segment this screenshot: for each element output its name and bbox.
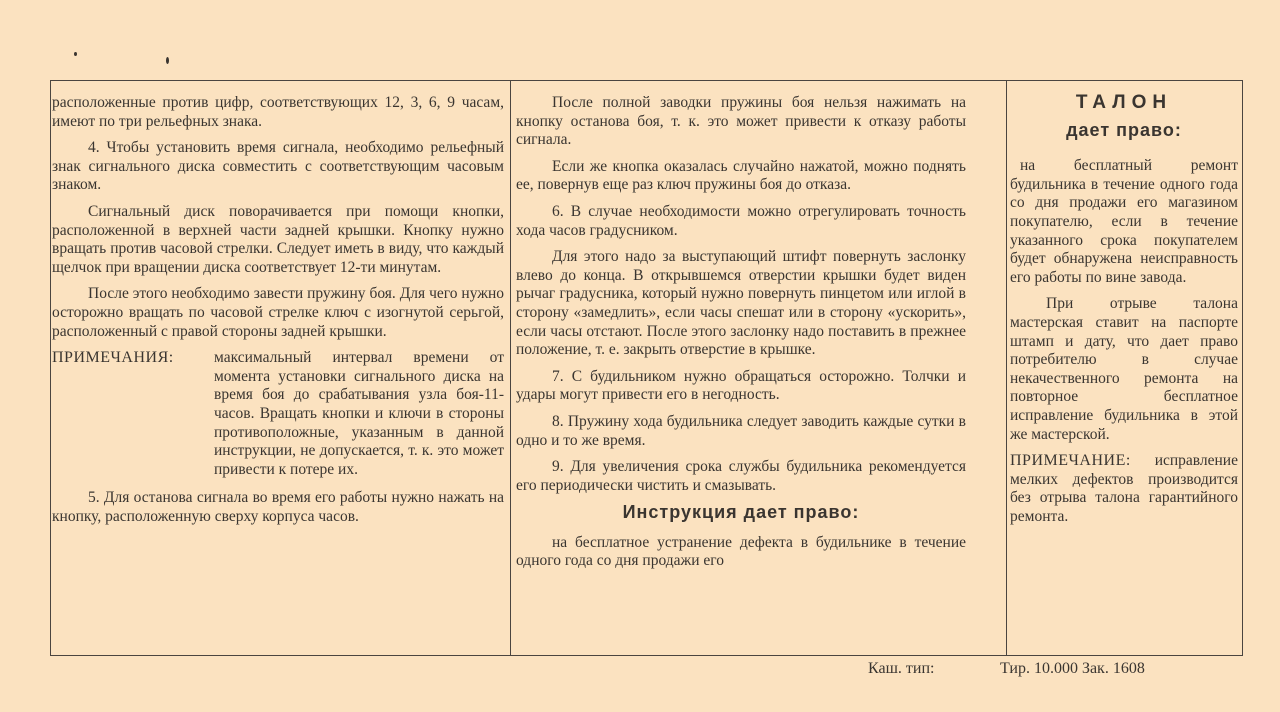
paragraph: Если же кнопка оказалась случайно нажатой, можно поднять ее, повернув еще раз ключ пружины боя до отказа. <box>516 157 966 194</box>
paragraph: расположенные против цифр, соответствующих 12, 3, 6, 9 часам, имеют по три рельефных знака. <box>52 94 504 130</box>
instruction-column-2 <box>516 94 966 579</box>
instruction-column-1 <box>52 94 504 534</box>
notes-label: ПРИМЕЧАНИЯ: <box>52 349 174 367</box>
talon-note-label: ПРИМЕЧАНИЕ: <box>1010 452 1131 470</box>
paragraph: на бесплатное устранение дефекта в будильнике в течение одного года со дня продажи его <box>516 533 966 570</box>
printer-imprint: Каш. тип: <box>868 660 935 677</box>
notes-text: максимальный интервал времени от момента установки сигнального диска на время боя до срабатывания узла боя-11-часов. Вращать кнопки и ключи в стороны противоположные, указанным в данной инструкции, не допускается, т. к. это может привести к потере их. <box>214 349 504 478</box>
talon-note-text: исправление мелких дефектов производится без отрыва талона гарантийного ремонта. <box>1010 452 1238 525</box>
paragraph: Для этого надо за выступающий штифт повернуть заслонку влево до конца. В открывшемся отверстии крышки будет виден рычаг градусника, который нужно повернуть пинцетом или иглой в сторону «замедлить», если часы спешат или в сторону «ускорить», если часы отстают. После этого заслонку надо поставить в прежнее положение, т. е. закрыть отверстие в крышке. <box>516 248 966 359</box>
paragraph: 5. Для останова сигнала во время его работы нужно нажать на кнопку, расположенную сверху корпуса часов. <box>52 489 504 525</box>
paragraph: 6. В случае необходимости можно отрегулировать точность хода часов градусником. <box>516 202 966 239</box>
section-heading: Инструкция дает право: <box>622 502 860 523</box>
ink-speck <box>166 57 169 64</box>
talon-column <box>1010 94 1238 534</box>
paragraph: При отрыве талона мастерская ставит на паспорте штамп и дату, что дает право потребителю в случае некачественного ремонта на повторное бесплатное исправление будильника в этой же мастерской. <box>1010 295 1238 443</box>
paragraph: 7. С будильником нужно обращаться осторожно. Толчки и удары могут привести его в негодность. <box>516 367 966 404</box>
paragraph: на бесплатный ремонт будильника в течение одного года со дня продажи его магазином покупателю, если в течение указанного срока покупателем будет обнаружена неисправность его работы по вине завода. <box>1010 157 1238 286</box>
paragraph: После полной заводки пружины боя нельзя нажимать на кнопку останова боя, т. к. это может привести к отказу работы сигнала. <box>516 94 966 149</box>
notes-block <box>52 349 504 479</box>
paragraph: 9. Для увеличения срока службы будильника рекомендуется его периодически чистить и смазывать. <box>516 458 966 494</box>
paragraph: 8. Пружину хода будильника следует заводить каждые сутки в одно и то же время. <box>516 412 966 449</box>
column-divider-2 <box>1006 80 1007 656</box>
talon-note <box>1010 452 1238 526</box>
talon-subtitle: дает право: <box>1066 119 1182 140</box>
talon-title: ТАЛОН <box>1075 92 1173 113</box>
circulation-imprint: Тир. 10.000 Зак. 1608 <box>1000 660 1145 677</box>
paragraph: Сигнальный диск поворачивается при помощи кнопки, расположенной в верхней части задней крышки. Кнопку нужно вращать против часовой стрелки. Следует иметь в виду, что каждый щелчок при вращении диска соответствует 12-ти минутам. <box>52 202 504 276</box>
column-divider-1 <box>510 80 511 656</box>
ink-speck <box>74 52 77 56</box>
paragraph: 4. Чтобы установить время сигнала, необходимо рельефный знак сигнального диска совместить с соответствующим часовым знаком. <box>52 139 504 194</box>
paragraph: После этого необходимо завести пружину боя. Для чего нужно осторожно вращать по часовой стрелке ключ с изогнутой серьгой, расположенный с правой стороны задней крышки. <box>52 285 504 340</box>
